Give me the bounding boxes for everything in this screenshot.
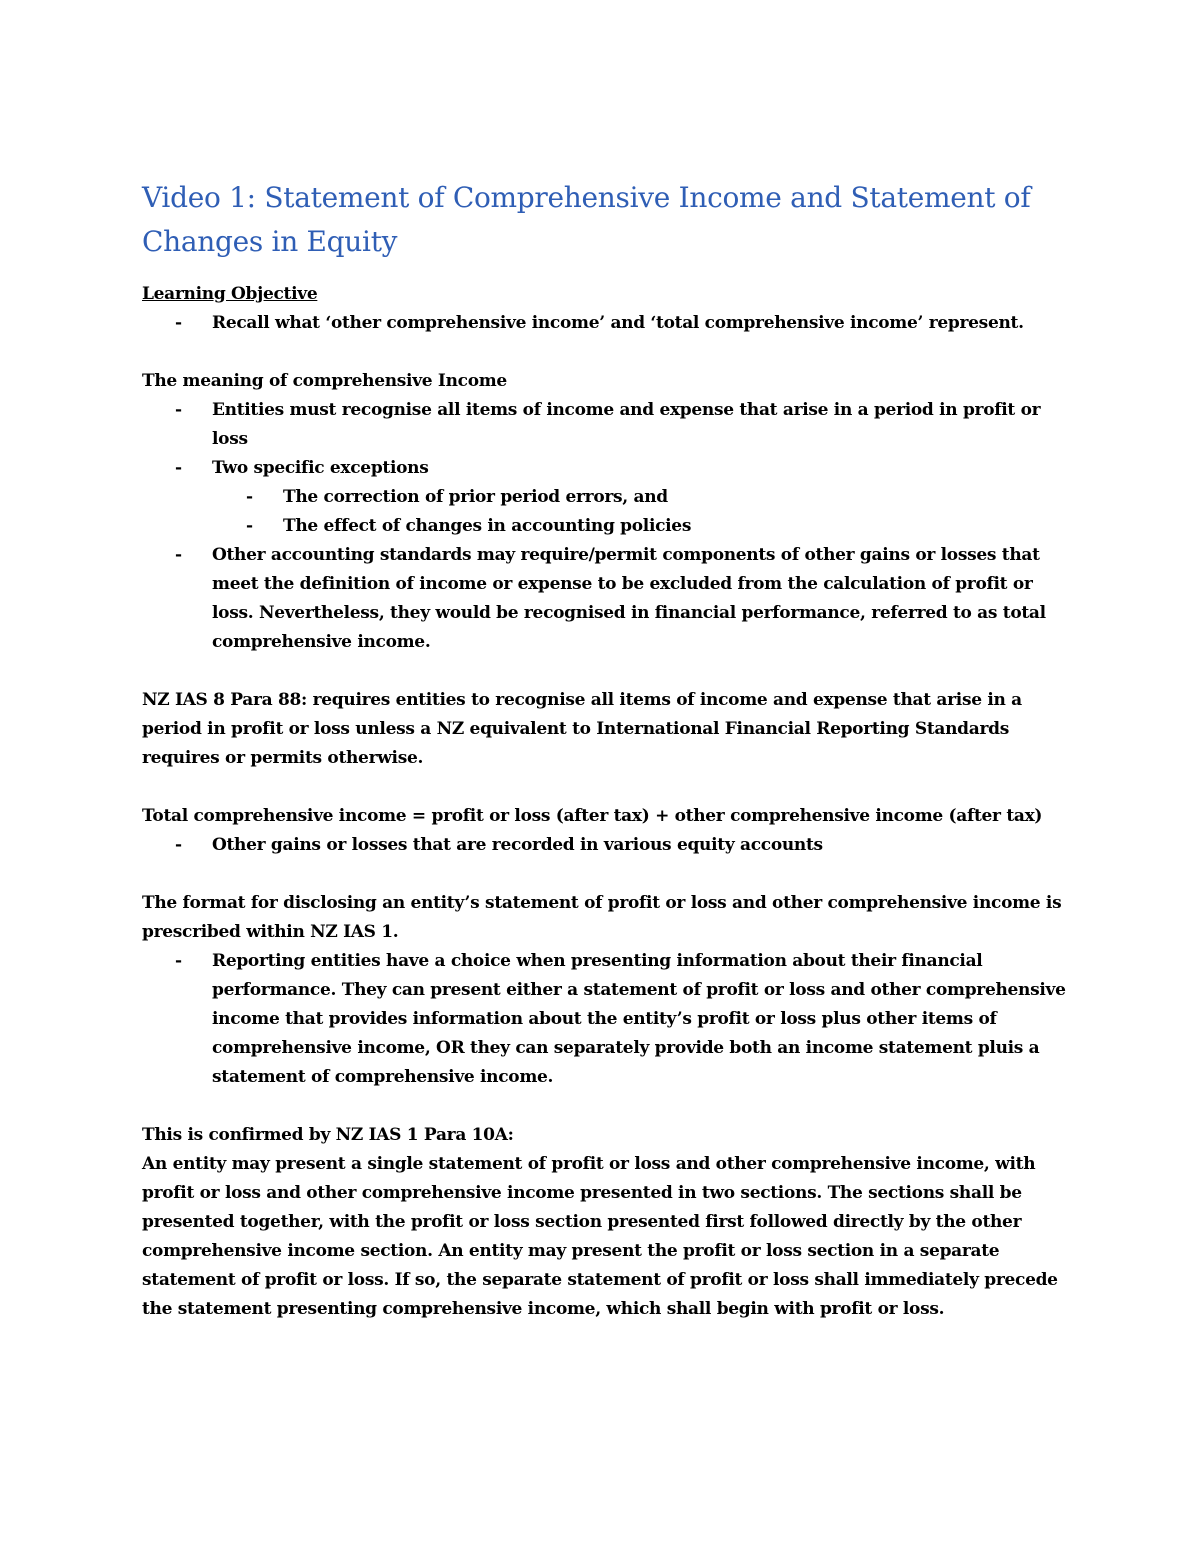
list-item-text: Two specific exceptions	[212, 458, 429, 478]
list-item	[142, 947, 1067, 1092]
ias8-paragraph: NZ IAS 8 Para 88: requires entities to recognise all items of income and expense that arise in a period in profit or loss unless a NZ equivalent to International Financial Reporting Standards requires or permits otherwise.	[142, 690, 1022, 768]
document-page	[142, 176, 1067, 1324]
list-item	[142, 831, 1067, 860]
bullet-dash: -	[175, 835, 182, 855]
bullet-dash: -	[175, 545, 182, 565]
sub-list-item	[142, 512, 1067, 541]
bullet-dash: -	[246, 487, 253, 507]
bullet-dash: -	[175, 313, 182, 333]
page-title: Video 1: Statement of Comprehensive Income and Statement of Changes in Equity	[142, 181, 1031, 258]
sub-list-item	[142, 483, 1067, 512]
bullet-dash: -	[175, 400, 182, 420]
list-item	[142, 309, 1067, 338]
list-item	[142, 396, 1067, 454]
bullet-dash: -	[175, 951, 182, 971]
list-item-text: Other gains or losses that are recorded in various equity accounts	[212, 835, 823, 855]
list-item-text: The effect of changes in accounting policies	[283, 516, 692, 536]
list-item-text: Reporting entities have a choice when presenting information about their financial performance. They can present either a statement of profit or loss and other comprehensive income that provides information about the entity’s profit or loss plus other items of comprehensive income, OR they can separately provide both an income statement pluis a statement of comprehensive income.	[212, 951, 1066, 1087]
list-item-text: The correction of prior period errors, and	[283, 487, 668, 507]
total-formula: Total comprehensive income = profit or loss (after tax) + other comprehensive income (after tax)	[142, 806, 1043, 826]
ias1-paragraph: An entity may present a single statement of profit or loss and other comprehensive income, with profit or loss and other comprehensive income presented in two sections. The sections shall be presented together, with the profit or loss section presented first followed directly by the other comprehensive income section. An entity may present the profit or loss section in a separate statement of profit or loss. If so, the separate statement of profit or loss shall immediately precede the statement presenting comprehensive income, which shall begin with profit or loss.	[142, 1154, 1058, 1319]
bullet-dash: -	[175, 458, 182, 478]
list-item-text: Entities must recognise all items of income and expense that arise in a period in profit or loss	[212, 400, 1041, 449]
list-item	[142, 454, 1067, 483]
list-item	[142, 541, 1067, 657]
bullet-dash: -	[246, 516, 253, 536]
list-item-text: Other accounting standards may require/permit components of other gains or losses that meet the definition of income or expense to be excluded from the calculation of profit or loss. Nevertheless, they would be recognised in financial performance, referred to as total comprehensive income.	[212, 545, 1046, 652]
learning-objective-heading: Learning Objective	[142, 284, 318, 304]
document-body	[142, 280, 1067, 1324]
format-paragraph: The format for disclosing an entity’s statement of profit or loss and other comprehensive income is prescribed within NZ IAS 1.	[142, 893, 1062, 942]
list-item-text: Recall what ‘other comprehensive income’ and ‘total comprehensive income’ represent.	[212, 313, 1024, 333]
meaning-heading: The meaning of comprehensive Income	[142, 371, 507, 391]
ias1-intro: This is confirmed by NZ IAS 1 Para 10A:	[142, 1125, 514, 1145]
